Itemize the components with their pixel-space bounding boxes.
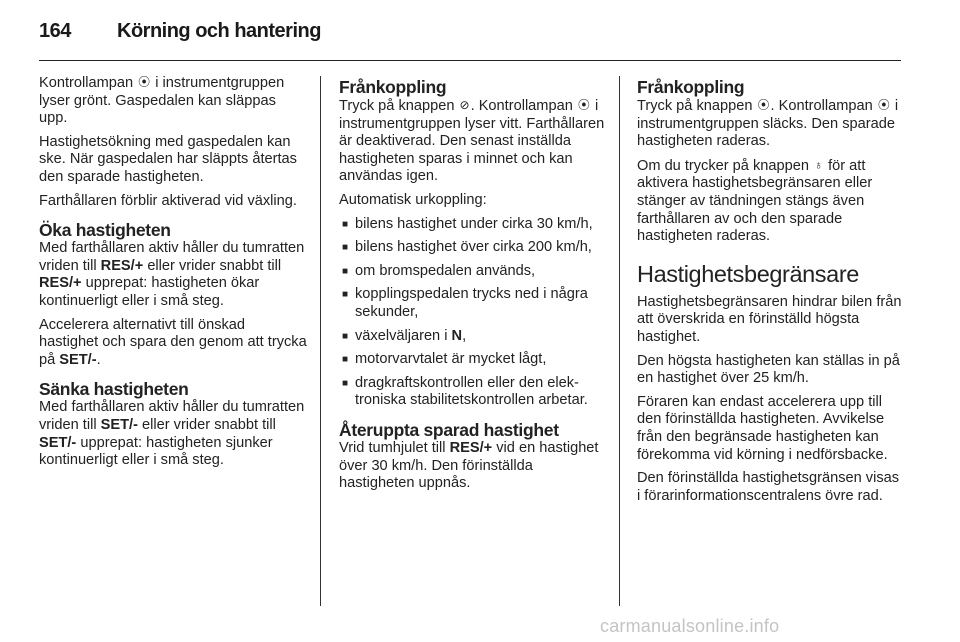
bullet-icon: ■ xyxy=(342,242,349,254)
list-item: ■ om bromspedalen används, xyxy=(342,262,536,279)
heading-hastighetsbegransare: Hastighetsbegränsare xyxy=(637,260,859,287)
bullet-icon: ■ xyxy=(342,354,349,366)
bullet-icon: ■ xyxy=(342,289,349,301)
list-item: ■ motorvarvtalet är mycket lågt, xyxy=(342,351,547,368)
column-3 xyxy=(637,74,905,511)
heading-frankoppling: Frånkoppling xyxy=(637,77,745,97)
auto-disengage-list xyxy=(339,216,607,410)
list-item: ■ växelväljaren i N, xyxy=(342,327,467,344)
paragraph: Med farthållaren aktiv håller du tumratten vriden till SET/- eller vrider snabbt till SET/- upprepat: hastigheten sjunker kontinuerligt eller i små steg. xyxy=(39,399,305,469)
paragraph: Accelerera alternativt till önskad hastighet och spara den genom att trycka på SET/-. xyxy=(39,316,307,368)
bullet-icon: ■ xyxy=(342,265,349,277)
speed-limiter-icon: ♁ xyxy=(814,157,824,172)
list-item: ■ bilens hastighet under cirka 30 km/h, xyxy=(342,215,593,232)
heading-oka-hastigheten: Öka hastigheten xyxy=(39,220,171,241)
list-item: ■ bilens hastighet över cirka 200 km/h, xyxy=(342,239,592,256)
column-1 xyxy=(39,74,307,476)
heading-sanka-hastigheten: Sänka hastigheten xyxy=(39,379,189,400)
bullet-icon: ■ xyxy=(342,218,349,230)
paragraph: Hastighetsökning med gaspedalen kan ske. När gaspedalen har släppts återtas den sparade hastigheten. xyxy=(39,133,297,185)
bullet-icon: ■ xyxy=(342,377,349,389)
paragraph: Tryck på knappen ⦿. Kontrollampan ⦿ i instrumentgruppen släcks. Den sparade hastigheten raderas. xyxy=(637,98,899,150)
cruise-control-icon: ⦿ xyxy=(877,98,890,112)
page-header xyxy=(0,0,960,60)
column-divider xyxy=(320,76,321,606)
paragraph: Med farthållaren aktiv håller du tumratten vriden till RES/+ eller vrider snabbt till RES/+ upprepat: hastigheten ökar kontinuerligt eller i små steg. xyxy=(39,240,305,309)
cruise-control-icon: ⦿ xyxy=(577,98,590,112)
paragraph: Vrid tumhjulet till RES/+ vid en hastighet över 30 km/h. Den förinställda hastigheten uppnås. xyxy=(339,439,599,492)
paragraph: Den högsta hastigheten kan ställas in på en hastighet över 25 km/h. xyxy=(637,352,900,387)
header-rule xyxy=(39,60,901,61)
paragraph: Föraren kan endast accelerera upp till den förinställda hastigheten. Avvikelse från den begränsade hastigheten kan förekomma vid körning i nedförsbacke. xyxy=(637,393,888,463)
heading-frankoppling: Frånkoppling xyxy=(339,77,447,97)
list-item: ■ kopplingspedalen trycks ned i några sekunder, xyxy=(342,286,588,320)
page-number: 164 xyxy=(39,20,71,42)
list-item: ■ dragkraftskontrollen eller den elektroniska stabilitetskontrollen arbetar. xyxy=(342,374,588,409)
cruise-control-icon: ⦿ xyxy=(757,98,770,112)
paragraph: Farthållaren förblir aktiverad vid växling. xyxy=(39,192,297,209)
paragraph: Automatisk urkoppling: xyxy=(339,191,487,208)
cruise-control-icon: ⦿ xyxy=(138,75,151,89)
paragraph: Tryck på knappen ⊘. Kontrollampan ⦿ i instrumentgruppen lyser vitt. Farthållaren är deaktiverad. Den senast inställda hastigheten sparas i minnet och kan användas igen. xyxy=(339,98,605,185)
column-divider xyxy=(619,76,620,606)
column-2 xyxy=(339,74,607,499)
paragraph: Kontrollampan ⦿ i instrumentgruppen lyser grönt. Gaspedalen kan släppas upp. xyxy=(39,75,285,127)
cancel-icon: ⊘ xyxy=(459,98,470,112)
paragraph: Hastighetsbegränsaren hindrar bilen från att överskrida en förinställd högsta hastighet. xyxy=(637,293,902,345)
paragraph: Om du trycker på knappen ♁ för att aktivera hastighetsbegränsaren eller stänger av tändningen stängs även farthållaren av och den sparade hastigheten raderas. xyxy=(637,157,873,245)
bullet-icon: ■ xyxy=(342,330,349,342)
chapter-title: Körning och hantering xyxy=(117,20,321,42)
watermark: carmanualsonline.info xyxy=(600,616,780,636)
paragraph: Den förinställda hastighetsgränsen visas i förarinformationscentralens övre rad. xyxy=(637,470,900,504)
heading-ateruppta: Återuppta sparad hastighet xyxy=(339,419,559,440)
